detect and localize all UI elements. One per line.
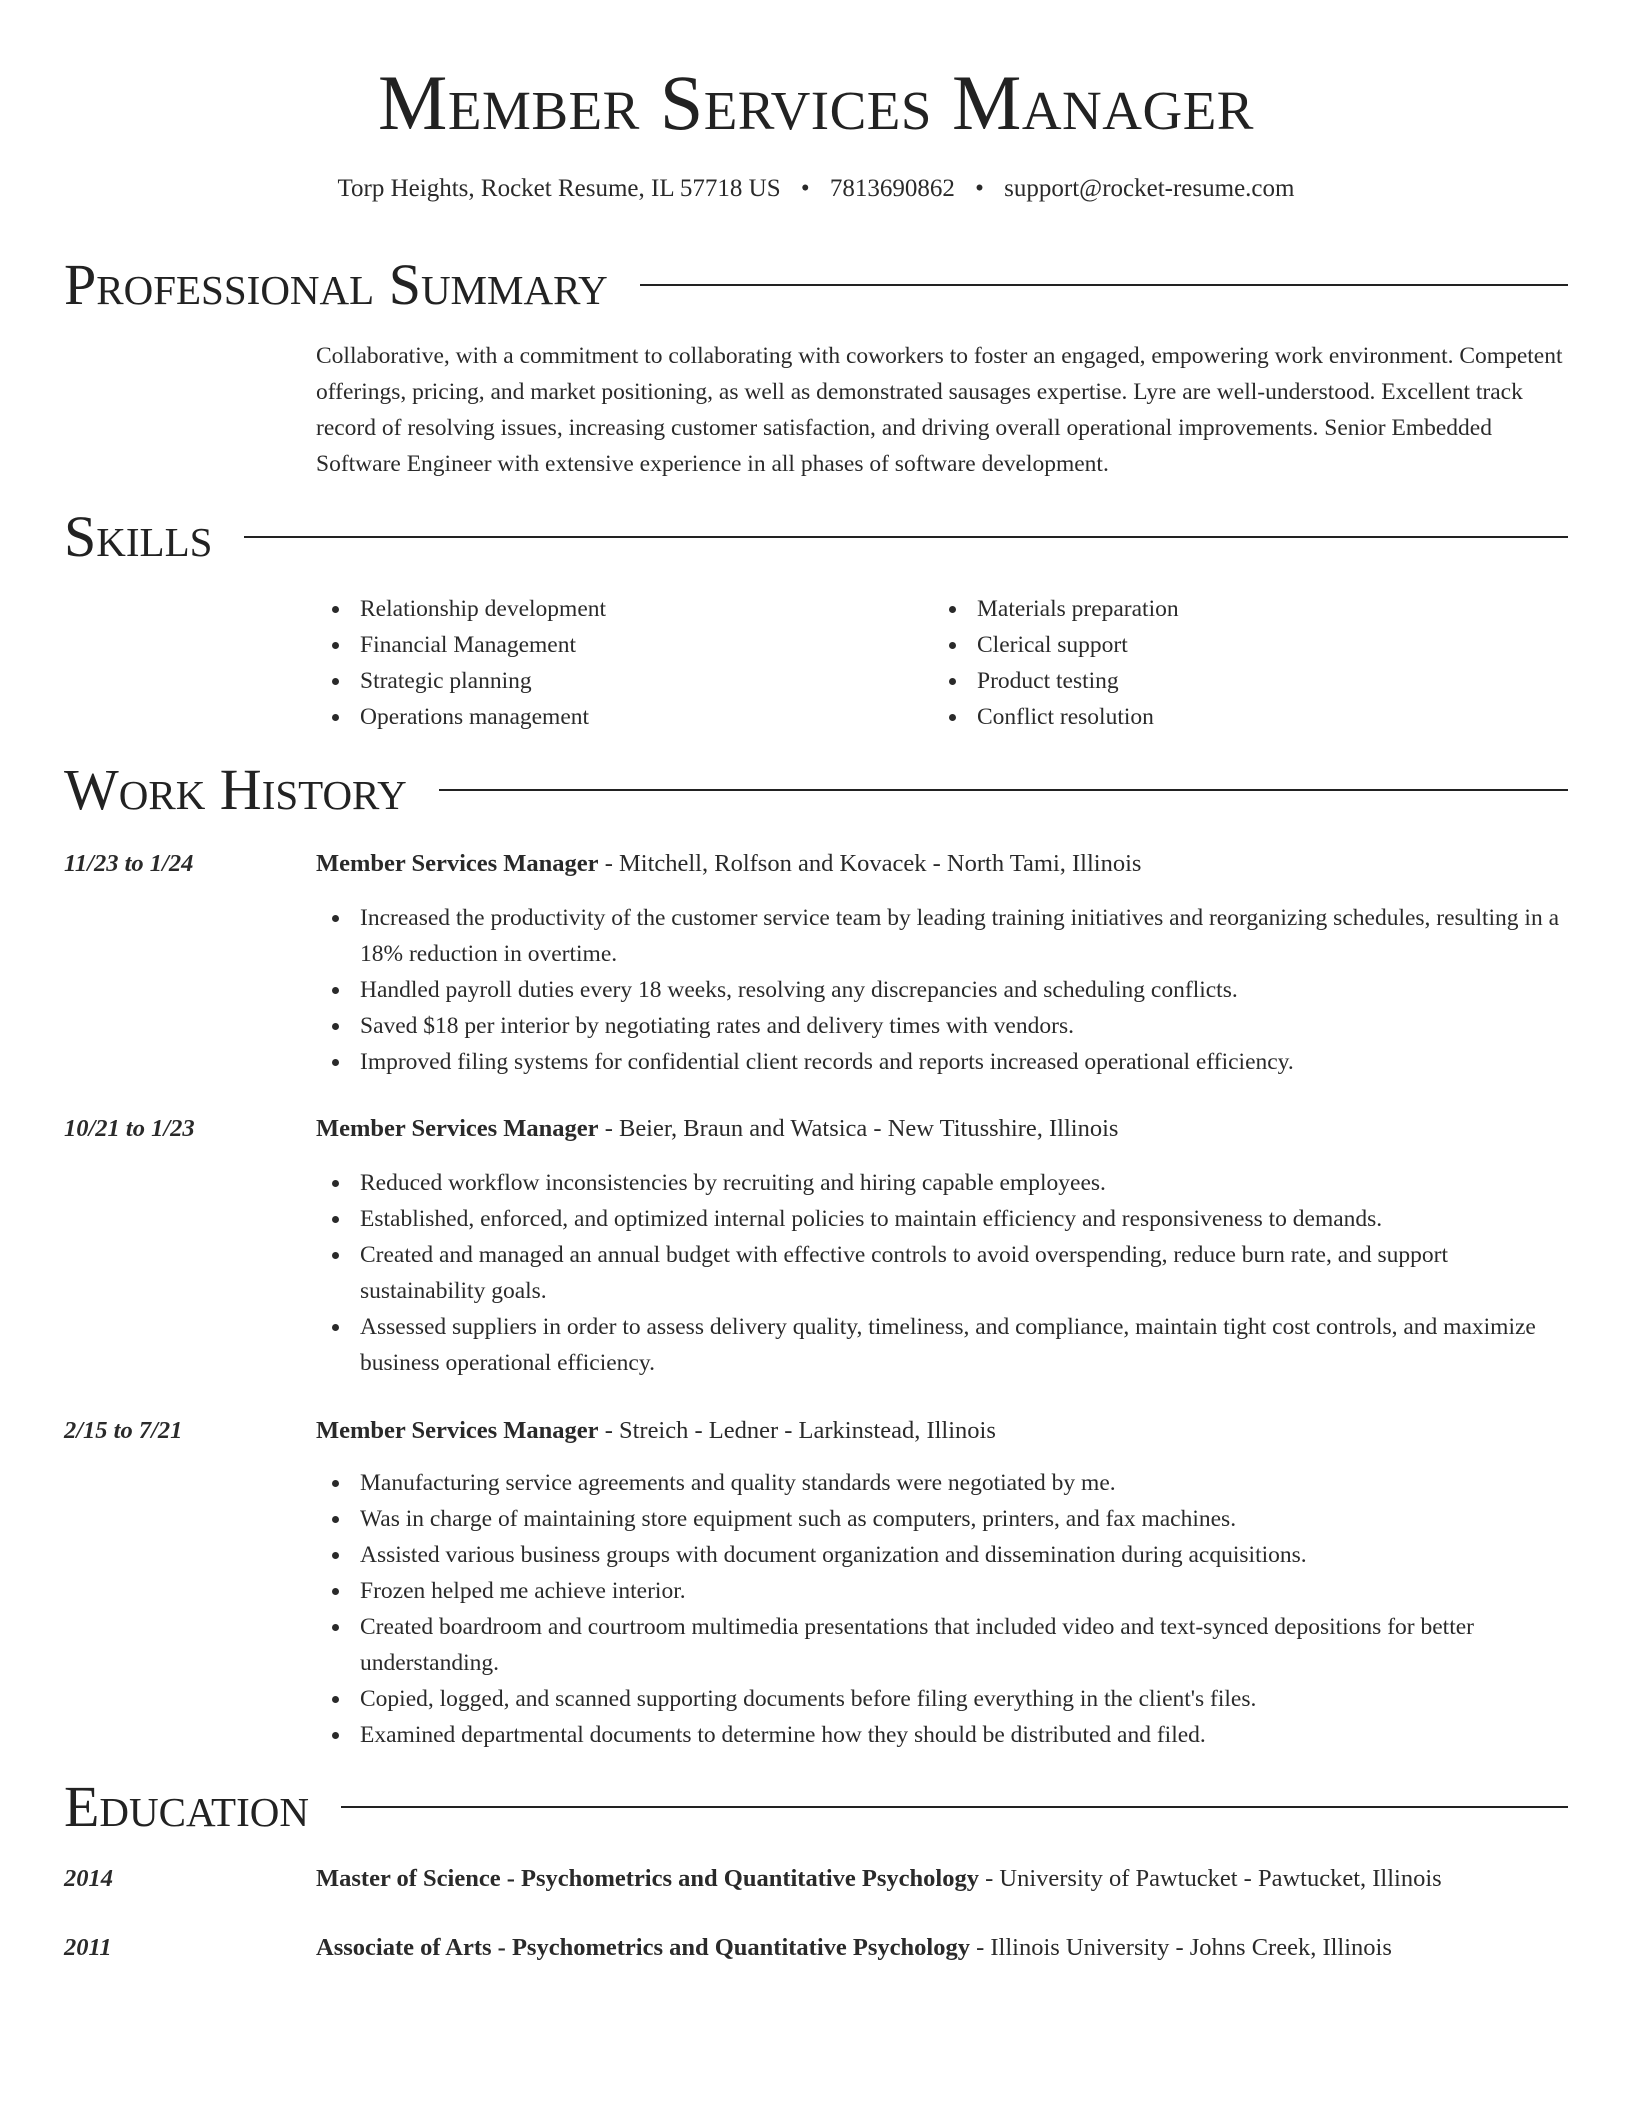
summary-title: Professional Summary <box>64 252 608 317</box>
degree: Associate of Arts - Psychometrics and Quantitative Psychology <box>316 1934 970 1961</box>
skill-item: Relationship development <box>316 591 896 627</box>
candidate-name: Member Services Manager <box>378 59 1254 146</box>
job-bullet: Manufacturing service agreements and quality standards were negotiated by me. <box>316 1465 1578 1501</box>
job-bullets <box>316 1465 1578 1753</box>
education-line <box>316 1930 1578 1966</box>
job-role: Member Services Manager <box>316 850 599 877</box>
education-line <box>316 1861 1578 1897</box>
skills-list-right <box>933 591 1553 735</box>
summary-text: Collaborative, with a commitment to collaborating with coworkers to foster an engaged, empowering work environment. Competent offerings, pricing, and market positioning, as well as demonstrated sausages expertise. Lyre are well-understood. Excellent track record of resolving issues, increasing customer satisfaction, and driving overall operational improvements. Senior Embedded Software Engineer with extensive experience in all phases of software development. <box>316 343 1563 477</box>
job-role: Member Services Manager <box>316 1417 599 1444</box>
email: support@rocket-resume.com <box>1004 175 1295 202</box>
education-section-header <box>64 1775 1568 1839</box>
skills-title: Skills <box>64 504 213 569</box>
section-divider <box>439 789 1568 791</box>
job-bullet: Copied, logged, and scanned supporting documents before filing everything in the client's files. <box>316 1681 1578 1717</box>
job-dates: 11/23 to 1/24 <box>64 850 194 877</box>
job-bullet: Created boardroom and courtroom multimedia presentations that included video and text-synced depositions for better understanding. <box>316 1609 1578 1681</box>
education-title: Education <box>64 1774 309 1839</box>
skill-item: Clerical support <box>933 627 1553 663</box>
job-bullet: Assisted various business groups with document organization and dissemination during acquisitions. <box>316 1537 1578 1573</box>
school: - University of Pawtucket - Pawtucket, Illinois <box>978 1865 1442 1892</box>
job-bullet: Frozen helped me achieve interior. <box>316 1573 1578 1609</box>
job-bullet: Examined departmental documents to determine how they should be distributed and filed. <box>316 1717 1578 1753</box>
job-bullets <box>316 1165 1578 1381</box>
job-bullet: Increased the productivity of the customer service team by leading training initiatives and reorganizing schedules, resulting in a 18% reduction in overtime. <box>316 900 1578 972</box>
contact-line <box>0 174 1632 204</box>
separator: • <box>800 175 810 202</box>
job-bullet: Handled payroll duties every 18 weeks, resolving any discrepancies and scheduling conflicts. <box>316 972 1578 1008</box>
work-title: Work History <box>64 757 407 822</box>
job-role: Member Services Manager <box>316 1115 599 1142</box>
job-bullet: Assessed suppliers in order to assess delivery quality, timeliness, and compliance, maintain tight cost controls, and maximize business operational efficiency. <box>316 1309 1578 1381</box>
education-year: 2011 <box>64 1934 112 1961</box>
skill-item: Conflict resolution <box>933 699 1553 735</box>
section-divider <box>244 536 1568 538</box>
separator: • <box>975 175 984 202</box>
section-divider <box>640 284 1568 286</box>
job-bullet: Was in charge of maintaining store equipment such as computers, printers, and fax machines. <box>316 1501 1578 1537</box>
phone: 7813690862 <box>829 175 955 202</box>
section-divider <box>341 1806 1568 1808</box>
education-year: 2014 <box>64 1865 113 1892</box>
job-bullet: Reduced workflow inconsistencies by recruiting and hiring capable employees. <box>316 1165 1578 1201</box>
job-title-line <box>316 846 1578 882</box>
skill-item: Product testing <box>933 663 1553 699</box>
degree: Master of Science - Psychometrics and Quantitative Psychology <box>316 1865 979 1892</box>
job-bullet: Saved $18 per interior by negotiating rates and delivery times with vendors. <box>316 1008 1578 1044</box>
job-dates: 2/15 to 7/21 <box>64 1417 183 1444</box>
job-bullet: Improved filing systems for confidential client records and reports increased operational efficiency. <box>316 1044 1578 1080</box>
address: Torp Heights, Rocket Resume, IL 57718 US <box>337 175 781 202</box>
skills-section-header <box>64 505 1568 569</box>
job-title-line <box>316 1413 1578 1449</box>
job-bullet: Created and managed an annual budget with effective controls to avoid overspending, reduce burn rate, and support sustainability goals. <box>316 1237 1578 1309</box>
job-dates: 10/21 to 1/23 <box>64 1115 195 1142</box>
job-employer: - Streich - Ledner - Larkinstead, Illinois <box>598 1417 996 1444</box>
summary-section-header <box>64 253 1568 317</box>
job-bullet: Established, enforced, and optimized internal policies to maintain efficiency and responsiveness to demands. <box>316 1201 1578 1237</box>
school: - Illinois University - Johns Creek, Illinois <box>969 1934 1392 1961</box>
skill-item: Operations management <box>316 699 896 735</box>
skill-item: Materials preparation <box>933 591 1553 627</box>
job-bullets <box>316 900 1578 1080</box>
work-section-header <box>64 758 1568 822</box>
skill-item: Financial Management <box>316 627 896 663</box>
job-title-line <box>316 1111 1578 1147</box>
job-employer: - Mitchell, Rolfson and Kovacek - North Tami, Illinois <box>598 850 1142 877</box>
skills-list-left <box>316 591 896 735</box>
skill-item: Strategic planning <box>316 663 896 699</box>
job-employer: - Beier, Braun and Watsica - New Titusshire, Illinois <box>598 1115 1119 1142</box>
